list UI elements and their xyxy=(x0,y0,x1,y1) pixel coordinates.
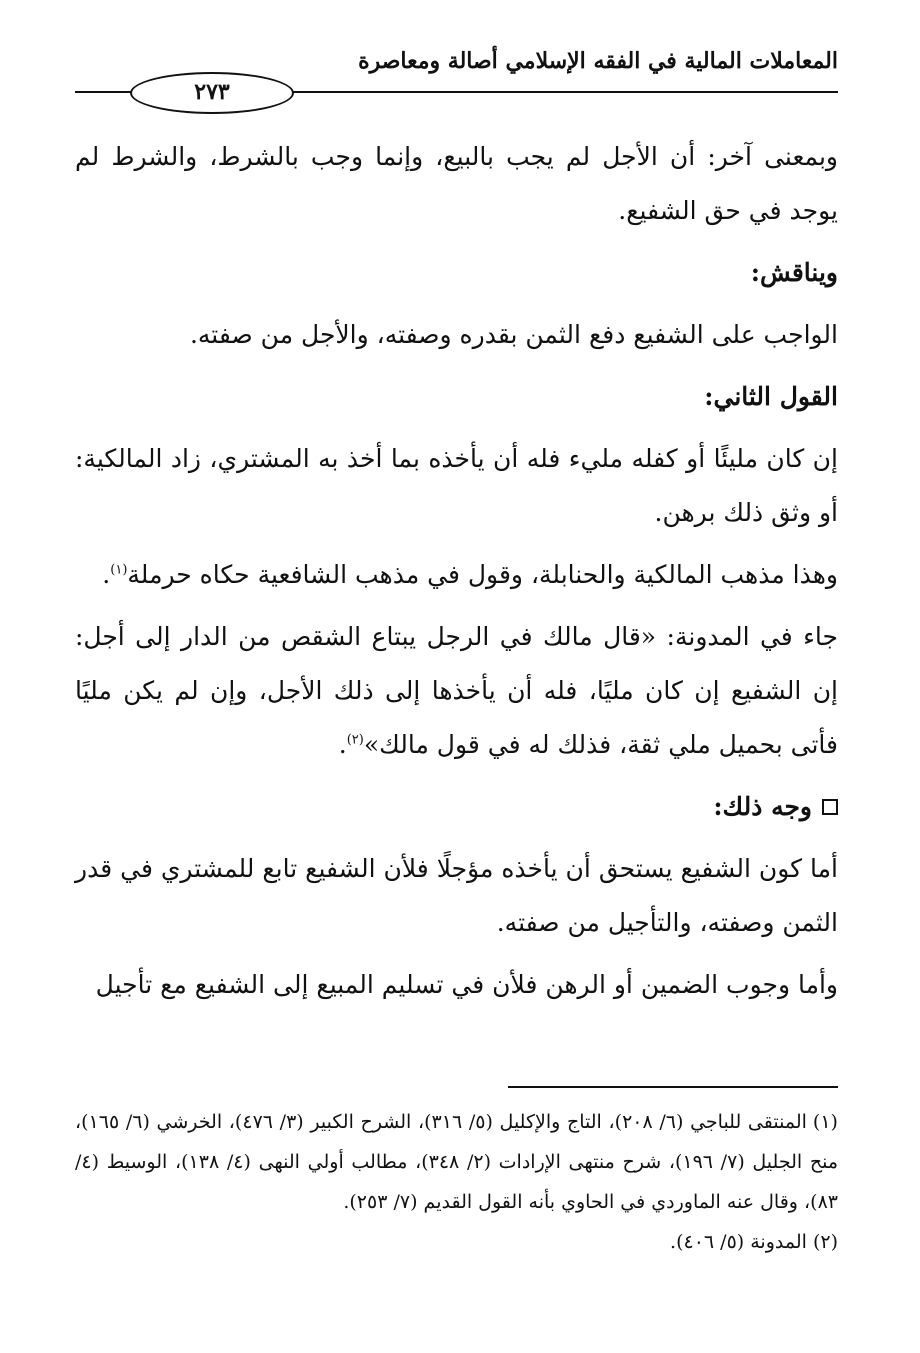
heading-text: وجه ذلك: xyxy=(713,792,812,821)
book-title: المعاملات المالية في الفقه الإسلامي أصالة ومعاصرة xyxy=(358,48,838,74)
footnote-text: المنتقى للباجي (٦/ ٢٠٨)، التاج والإكليل (٥/ ٣١٦)، الشرح الكبير (٣/ ٤٧٦)، الخرشي (٦/ ١٦٥)، منح الجليل (٧/ ١٩٦)، شرح منتهى الإرادات (٢/ ٣٤٨)، مطالب أولي النهى (٤/ ١٣٨)، الوسيط (٤/ ٨٣)، وقال عنه الماوردي في الحاوي بأنه القول القديم (٧/ ٢٥٣). xyxy=(75,1111,839,1213)
paragraph xyxy=(75,548,838,602)
page-number: ٢٧٣ xyxy=(130,72,294,114)
paragraph: إن كان مليئًا أو كفله مليء فله أن يأخذه بما أخذ به المشتري، زاد المالكية: أو وثق ذلك برهن. xyxy=(75,444,838,527)
square-bullet-icon xyxy=(822,799,838,815)
paragraph: وأما وجوب الضمين أو الرهن فلأن في تسليم المبيع إلى الشفيع مع تأجيل xyxy=(95,970,838,999)
main-text xyxy=(75,130,838,1020)
paragraph-text: جاء في المدونة: «قال مالك في الرجل يبتاع الشقص من الدار إلى أجل: إن الشفيع إن كان مليًا، فله أن يأخذها إلى ذلك الأجل، وإن لم يكن مليًا فأتى بحميل ملي ثقة، فذلك له في قول مالك» xyxy=(75,622,838,759)
paragraph: الواجب على الشفيع دفع الثمن بقدره وصفته، والأجل من صفته. xyxy=(189,320,838,349)
paragraph-text: وهذا مذهب المالكية والحنابلة، وقول في مذهب الشافعية حكاه حرملة xyxy=(127,560,838,589)
heading-second-opinion: القول الثاني: xyxy=(704,382,838,411)
footnote xyxy=(75,1222,838,1262)
quotation-paragraph xyxy=(75,610,838,772)
page-header xyxy=(75,40,838,105)
footnote-marker: (٢) xyxy=(812,1231,838,1253)
footnote xyxy=(75,1102,838,1222)
footnote-separator xyxy=(508,1086,838,1088)
footnote-reference[interactable]: (٢) xyxy=(346,732,364,748)
paragraph-end: . xyxy=(338,730,347,759)
heading-discussion: ويناقش: xyxy=(750,258,838,287)
footnote-reference[interactable]: (١) xyxy=(110,562,128,578)
heading-reasoning xyxy=(75,780,838,834)
paragraph: وبمعنى آخر: أن الأجل لم يجب بالبيع، وإنما وجب بالشرط، والشرط لم يوجد في حق الشفيع. xyxy=(75,142,838,225)
footnote-marker: (١) xyxy=(812,1111,838,1133)
footnotes xyxy=(75,1102,838,1262)
footnote-text: المدونة (٥/ ٤٠٦). xyxy=(670,1231,807,1253)
paragraph: أما كون الشفيع يستحق أن يأخذه مؤجلًا فلأن الشفيع تابع للمشتري في قدر الثمن وصفته، والتأجيل من صفته. xyxy=(75,854,838,937)
paragraph-end: . xyxy=(102,560,111,589)
